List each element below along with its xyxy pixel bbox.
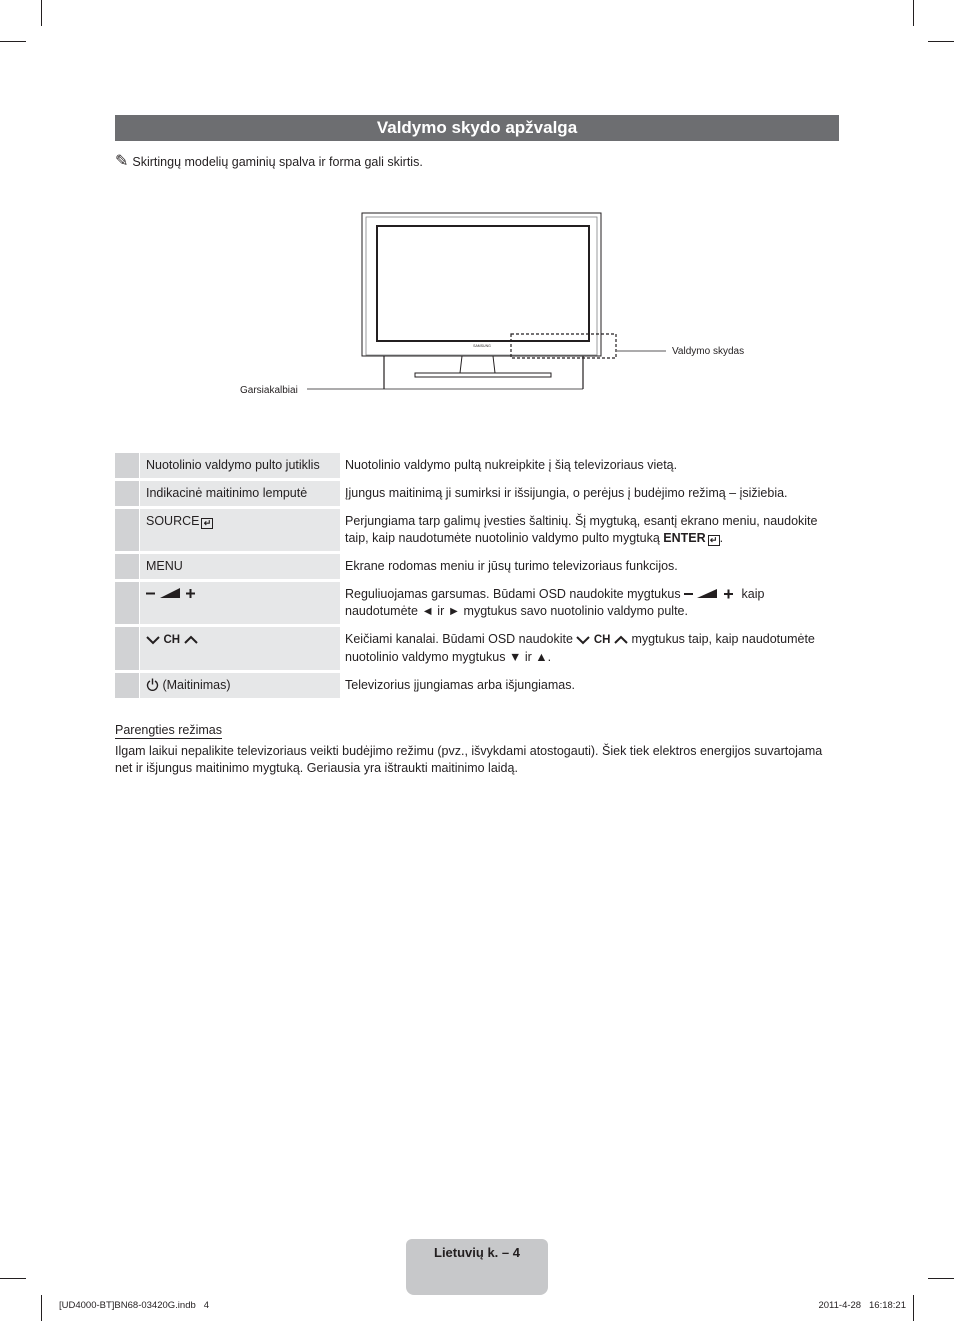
control-panel-label: Valdymo skydas [672, 346, 745, 357]
row-marker [115, 554, 139, 579]
pencil-note-icon: ✎ [115, 153, 129, 170]
volume-desc-b: kaip naudotumėte ◄ ir ► mygtukus savo nuotolinio valdymo pulte. [345, 587, 765, 618]
page-title: Valdymo skydo apžvalga [115, 115, 839, 141]
row-description: Įjungus maitinimą ji sumirksi ir išsijungia, o perėjus į budėjimo režimą – įsižiebia. [345, 486, 788, 500]
row-marker [115, 509, 139, 551]
row-description [340, 509, 839, 551]
channel-desc-a: Keičiami kanalai. Būdami OSD naudokite [345, 632, 577, 646]
volume-controls-icon [146, 587, 202, 600]
crop-mark [0, 1278, 26, 1279]
row-name-power [139, 673, 340, 698]
row-name-channel [139, 627, 340, 670]
volume-desc-a: Reguliuojamas garsumas. Būdami OSD naudokite mygtukus [345, 587, 685, 601]
table-row [115, 453, 839, 478]
standby-body: Ilgam laikui nepalikite televizoriaus veikti budėjimo režimu (pvz., išvykdami atostogauti). Šiek tiek elektros energijos suvartojama net ir išjungus maitinimo mygtuką. Geriausia yra ištraukti maitinimo laidą. [115, 744, 823, 775]
channel-label: CH [163, 634, 181, 646]
page-number-tab [406, 1239, 548, 1295]
crop-mark [0, 41, 26, 42]
tv-outer-frame [362, 213, 601, 356]
note-text: Skirtingų modelių gaminių spalva ir forma gali skirtis. [132, 155, 423, 169]
table-row [115, 673, 839, 698]
crop-mark [913, 1295, 914, 1321]
crop-mark [913, 0, 914, 26]
row-description [340, 582, 839, 624]
row-marker [115, 453, 139, 478]
row-marker [115, 582, 139, 624]
page-number: Lietuvių k. – 4 [434, 1245, 520, 1260]
table-row [115, 481, 839, 506]
tv-stand-neck [460, 356, 495, 373]
row-description: Ekrane rodomas meniu ir jūsų turimo televizoriaus funkcijos. [345, 559, 678, 573]
chevron-down-icon [146, 635, 160, 645]
channel-inline-label: CH [593, 634, 611, 646]
chevron-down-icon [576, 635, 590, 645]
row-name: Nuotolinio valdymo pulto jutiklis [139, 453, 340, 478]
row-description [340, 627, 839, 670]
enter-icon: ↵ [708, 535, 720, 546]
row-name: Indikacinė maitinimo lemputė [139, 481, 340, 506]
power-label: (Maitinimas) [162, 678, 231, 692]
row-marker [115, 481, 139, 506]
model-note [115, 151, 423, 171]
tv-logo: SAMSUNG [473, 344, 491, 348]
row-description: Nuotolinio valdymo pultą nukreipkite į šią televizoriaus vietą. [345, 458, 678, 472]
row-name: MENU [139, 554, 340, 579]
volume-inline-icon [684, 588, 738, 600]
footer-timestamp: 2011-4-28 16:18:21 [818, 1300, 906, 1311]
crop-mark [41, 1295, 42, 1321]
row-name-source [139, 509, 340, 551]
row-marker [115, 673, 139, 698]
source-enter-icon: ↵ [201, 518, 213, 529]
source-label: SOURCE [146, 514, 200, 528]
tv-diagram [230, 205, 770, 405]
standby-heading: Parengties režimas [115, 723, 222, 737]
crop-mark [41, 0, 42, 26]
speakers-label: Garsiakalbiai [240, 385, 298, 396]
chevron-up-icon [614, 635, 628, 645]
channel-desc-b: mygtukus taip, kaip naudotumėte nuotolinio valdymo mygtukus ▼ ir ▲. [345, 632, 815, 664]
tv-stand-base [415, 373, 551, 377]
source-desc-bold: ENTER [663, 531, 706, 545]
source-desc-b: . [719, 531, 724, 545]
row-marker [115, 627, 139, 670]
table-row [115, 554, 839, 579]
table-row [115, 509, 839, 551]
chevron-up-icon [184, 635, 198, 645]
control-panel-highlight [511, 334, 616, 358]
crop-mark [928, 41, 954, 42]
table-row [115, 582, 839, 624]
row-name-volume [139, 582, 340, 624]
table-row [115, 627, 839, 670]
power-icon [146, 678, 159, 691]
source-desc-a: Perjungiama tarp galimų įvesties šaltinių. Šį mygtuką, esantį ekrano meniu, naudokite taip, kaip naudotumėte nuotolinio valdymo pulto mygtuką [345, 514, 818, 545]
footer-file-name: [UD4000-BT]BN68-03420G.indb 4 [59, 1300, 209, 1311]
row-description: Televizorius įjungiamas arba išjungiamas. [345, 678, 575, 692]
crop-mark [928, 1278, 954, 1279]
control-panel-table [115, 450, 839, 701]
tv-screen [377, 226, 589, 341]
